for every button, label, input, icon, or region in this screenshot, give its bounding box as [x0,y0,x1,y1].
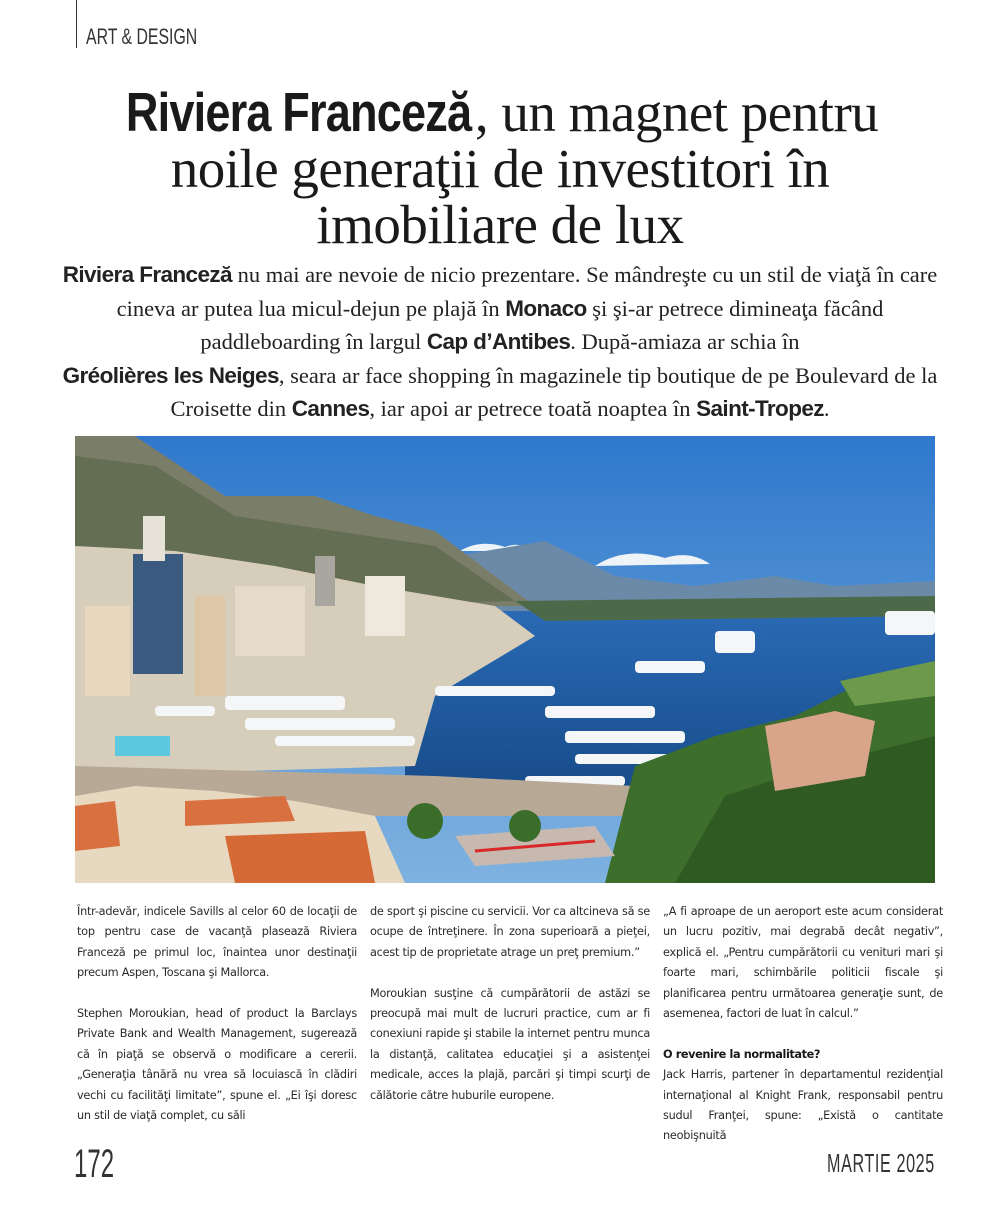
lead-text: , seara ar face shopping în magazinele tip boutique de pe Boulevard de la Croisette din [170,362,938,421]
body-paragraph: „A fi aproape de un aeroport este acum considerat un lucru pozitiv, mai degrabă decât negativ”, explică el. „Pentru cumpărătorii cu venituri mari şi foarte mari, schimbările politicii fiscale şi planificarea pentru următoarea generaţie sunt, de asemenea, factori de luat în calcul.” [663,905,943,1021]
lead-strong-antibes: Cap d’Antibes [426,329,571,354]
lead-strong-monaco: Monaco [505,295,587,321]
tower-top [143,516,165,561]
roof [225,831,375,883]
roof [185,796,295,826]
building [195,596,225,696]
tower [133,554,183,674]
headline-bold: Riviera Franceză [125,81,471,143]
headline [60,81,940,255]
lead-text: . După-amiaza ar schia în [570,329,800,354]
lead-text: . [823,396,830,421]
lead-strong-riviera: Riviera Franceză [62,262,232,287]
roof [75,801,120,851]
article-column-2 [370,902,650,1126]
lead-text: şi şi-ar petrece dimineaţa făcând paddleboarding în largul [200,295,884,354]
headline-line1-rest: , un magnet pentru [474,82,879,143]
lead-strong-sainttropez: Saint-Tropez [696,396,824,421]
photo-illustration [75,436,935,883]
subheading: O revenire la normalitate? [663,1047,821,1061]
lead-strong-cannes: Cannes [291,396,370,421]
body-paragraph: Jack Harris, partener în departamentul rezidenţial internaţional al Knight Frank, responsabil pentru sudul Franţei, spune: „Există o cantitate neobişnuită [663,1068,943,1143]
body-paragraph: Moroukian susţine că cumpărătorii de astăzi se preocupă mai mult de lucruri practice, cum ar fi conexiuni rapide şi stabile la internet pentru munca la distanţă, calitatea educaţiei şi a asistenţei medicale, acces la plajă, parcări şi timpi scurţi de călătorie către huburile europene. [370,986,650,1102]
tree [407,803,443,839]
section-rule [76,0,77,48]
pool [115,736,170,756]
article-column-3 [663,902,943,1167]
article-column-1 [77,902,357,1147]
lead-text: , iar apoi ar petrece toată noaptea în [369,396,697,421]
building [365,576,405,636]
building [315,556,335,606]
body-paragraph: Într-adevăr, indicele Savills al celor 60 de locaţii de top pentru case de vacanţă plasează Riviera Franceză pe primul loc, înaintea unor destinaţii precum Aspen, Toscana şi Mallorca. [77,905,357,980]
issue-date: MARTIE 2025 [827,1148,935,1178]
monaco-harbour-photo [75,436,935,883]
headline-line2: noile generaţii de investitori în [170,138,830,199]
section-label: ART & DESIGN [86,24,198,49]
headline-line3: imobiliare de lux [316,194,684,255]
building [85,606,130,696]
lead-strong-greolieres: Gréolières les Neiges [62,362,279,388]
lead-paragraph [62,258,938,426]
lead-text: nu mai are nevoie de nicio prezentare. Se mândreşte cu un stil de viaţă în care cineva ar putea lua micul-dejun pe plajă în [116,262,938,321]
body-paragraph: Stephen Moroukian, head of product la Barclays Private Bank and Wealth Management, sugerează că în piaţă se observă o modificare a cererii. „Generaţia tânără nu vrea să locuiască în clădiri vechi cu facilităţi limitate”, spune el. „Ei îşi doresc un stil de viaţă complet, cu săli [77,1007,357,1123]
page-number: 172 [74,1142,115,1186]
building [235,586,305,656]
body-paragraph: de sport şi piscine cu servicii. Vor ca altcineva să se ocupe de întreţinere. În zona superioară a pieţei, acest tip de proprietate atrage un preţ premium.” [370,905,650,959]
tree [509,810,541,842]
